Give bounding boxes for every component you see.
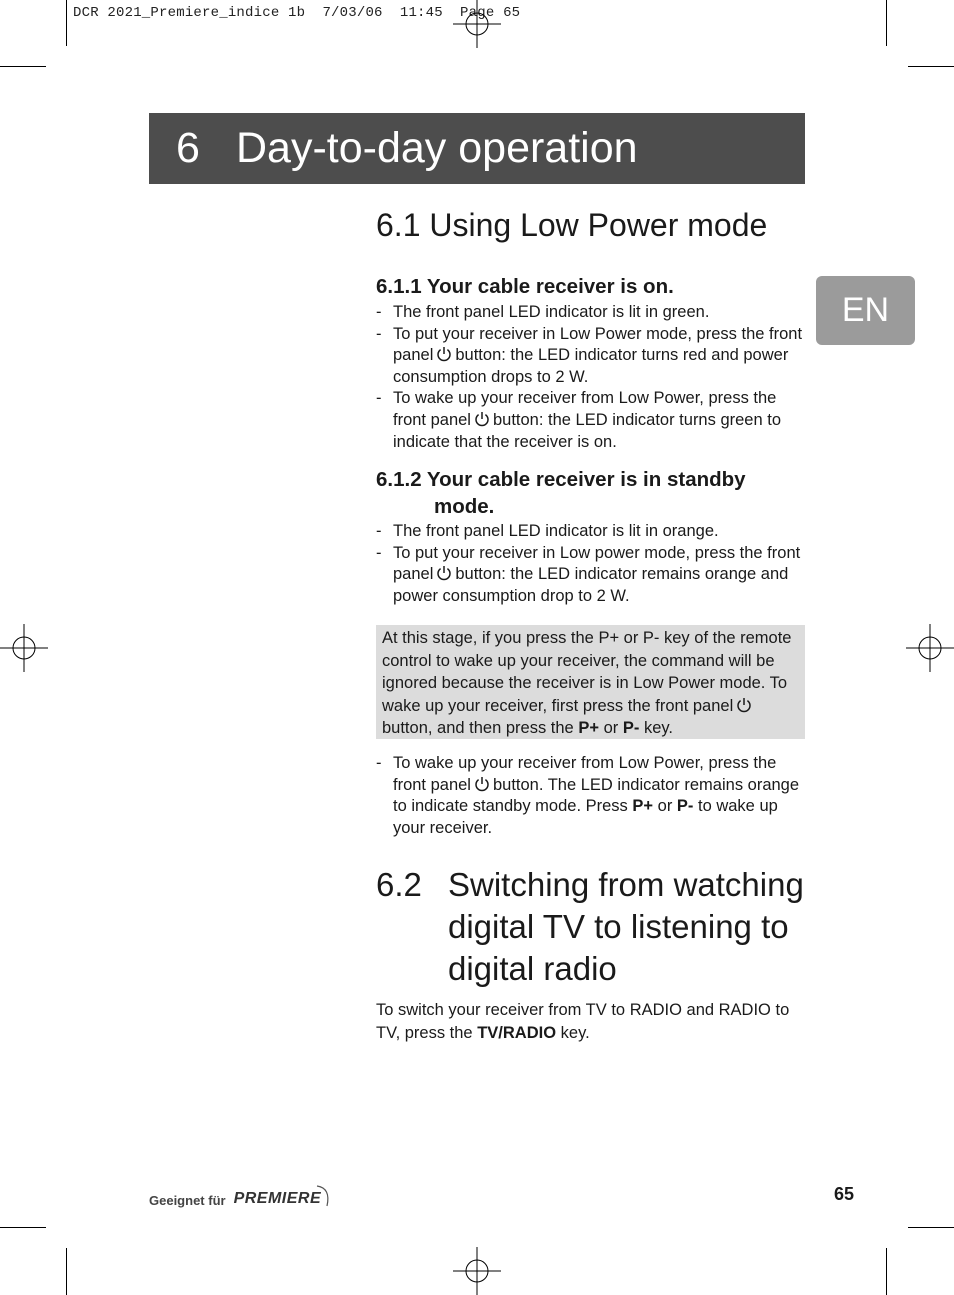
crop-mark [0, 1227, 46, 1228]
power-icon [736, 697, 752, 713]
key-p-minus: P- [622, 719, 640, 737]
list-item-text: To wake up your receiver from Low Power, press the front panel [393, 754, 777, 794]
print-slug: DCR 2021_Premiere_indice 1b 7/03/06 11:45 Page 65 [73, 5, 521, 21]
list-item-text: The front panel LED indicator is lit in orange. [393, 522, 719, 540]
section-6-2-title-line1: Switching from watching [448, 866, 804, 903]
section-6-2-title-line3: digital radio [448, 950, 617, 987]
registration-mark [0, 624, 48, 672]
footer-logo-prefix: Geeignet für [149, 1193, 226, 1208]
note-box [376, 625, 805, 739]
list-item-text: The front panel LED indicator is lit in green. [393, 303, 710, 321]
subsection-6-1-2-heading [376, 466, 816, 520]
registration-mark [906, 624, 954, 672]
chapter-number: 6 [176, 124, 200, 172]
section-6-1-heading: 6.1 Using Low Power mode [376, 207, 768, 243]
crop-mark [908, 1227, 954, 1228]
subsection-6-1-1-heading: 6.1.1 Your cable receiver is on. [376, 275, 674, 298]
power-icon [436, 565, 452, 581]
note-text: or [603, 719, 619, 737]
registration-mark [453, 0, 501, 48]
subsection-6-1-2-heading-line1: 6.1.2 Your cable receiver is in standby [376, 468, 746, 491]
footer-logo [149, 1182, 335, 1208]
registration-mark [453, 1247, 501, 1295]
logo-swoosh-icon [315, 1182, 335, 1208]
list-item [376, 543, 806, 608]
key-p-minus: P- [676, 797, 694, 816]
list-item-text: button: the LED indicator turns green to indicate that the receiver is on. [393, 410, 781, 451]
power-icon [436, 346, 452, 362]
power-icon [474, 411, 490, 427]
list-item-text: button. The LED indicator remains orange to indicate standby mode. Press [393, 775, 800, 816]
subsection-6-1-2-list [376, 521, 806, 607]
section-6-2-title-line2: digital TV to listening to [448, 908, 789, 945]
crop-mark [886, 1248, 887, 1295]
list-item-text: or [657, 797, 673, 816]
list-item-text: To put your receiver in Low power mode, press the front panel [393, 543, 801, 584]
list-item [376, 324, 806, 389]
list-item [376, 388, 806, 453]
note-text: button, and then press the [382, 719, 574, 737]
list-item-text: To wake up your receiver from Low Power, press the front panel [393, 389, 777, 429]
chapter-title: Day-to-day operation [236, 124, 638, 172]
language-tab: EN [816, 276, 915, 345]
section-6-2-heading [376, 864, 816, 994]
key-p-plus: P+ [578, 719, 599, 737]
section-6-2-number: 6.2 [376, 866, 422, 903]
crop-mark [908, 66, 954, 67]
list-item-text: to wake up your receiver. [393, 797, 778, 837]
crop-mark [886, 0, 887, 46]
list-item [376, 753, 806, 839]
list-item [376, 302, 806, 324]
crop-mark [66, 0, 67, 46]
note-text: At this stage, if you press the P+ or P- key of the remote control to wake up your receiver, the command will be ignored because the receiver is in Low Power mode. To wake up your receiver, first press the front panel [382, 629, 792, 715]
note-text: key. [643, 719, 673, 737]
list-item-text: button: the LED indicator turns red and power consumption drops to 2 W. [393, 346, 789, 386]
body-text: key. [560, 1024, 590, 1042]
key-tv-radio: TV/RADIO [477, 1024, 557, 1042]
page-number: 65 [834, 1184, 855, 1204]
list-item [376, 521, 806, 543]
wake-up-list [376, 753, 806, 839]
crop-mark [66, 1248, 67, 1295]
body-text: To switch your receiver from TV to RADIO and RADIO to TV, press the [376, 1001, 790, 1042]
list-item-text: To put your receiver in Low Power mode, press the front panel [393, 324, 803, 365]
section-6-2-body [376, 999, 808, 1045]
power-icon [474, 776, 490, 792]
subsection-6-1-1-list [376, 302, 806, 453]
chapter-header [149, 113, 805, 184]
key-p-plus: P+ [632, 797, 654, 816]
crop-mark [0, 66, 46, 67]
subsection-6-1-2-heading-line2: mode. [434, 495, 495, 518]
list-item-text: button: the LED indicator remains orange and power consumption drop to 2 W. [393, 565, 789, 605]
premiere-logo: PREMIERE [233, 1190, 322, 1207]
